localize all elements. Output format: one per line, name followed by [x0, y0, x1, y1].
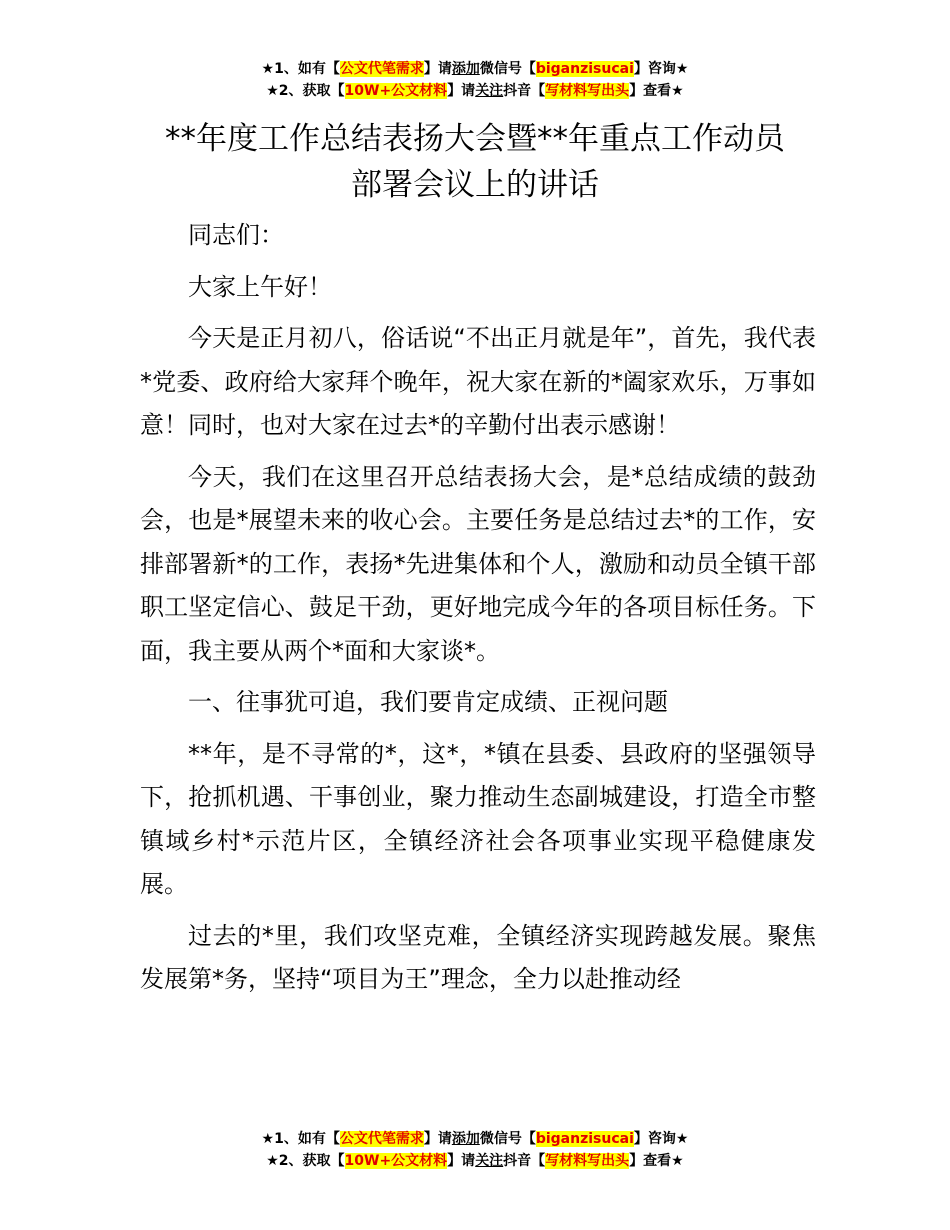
promo-text: 】查看★ — [629, 83, 684, 99]
promo-highlight: 写材料写出头 — [545, 1153, 630, 1169]
promo-banner-bottom — [0, 1128, 950, 1172]
promo-underlined: 添加 — [451, 1131, 480, 1147]
document-title — [100, 116, 850, 208]
promo-text: 】请 — [423, 61, 452, 77]
promo-text: ★1、如有【 — [261, 1131, 340, 1147]
promo-text: 微信号【 — [479, 61, 536, 77]
promo-highlight: 10W+公文材料 — [344, 1153, 448, 1169]
promo-text: 】请 — [423, 1131, 452, 1147]
promo-text: ★2、获取【 — [266, 83, 345, 99]
promo-line-2 — [0, 1150, 950, 1172]
paragraph: 过去的*里，我们攻坚克难，全镇经济实现跨越发展。聚焦发展第*务，坚持“项目为王”理念，全力以赴推动经 — [140, 921, 816, 993]
promo-highlight: 10W+公文材料 — [344, 83, 448, 99]
promo-line-1 — [0, 1128, 950, 1150]
promo-text: 】请 — [447, 1153, 476, 1169]
paragraph: **年，是不寻常的*，这*，*镇在县委、县政府的坚强领导下，抢抓机遇、干事创业，聚力推动生态副城建设，打造全市整镇域乡村*示范片区，全镇经济社会各项事业实现平稳健康发展。 — [140, 739, 816, 898]
title-line-1: **年度工作总结表扬大会暨**年重点工作动员 — [165, 121, 785, 157]
promo-text: 微信号【 — [479, 1131, 536, 1147]
promo-text: 】请 — [447, 83, 476, 99]
promo-line-1 — [0, 58, 950, 80]
promo-text: 】咨询★ — [633, 1131, 689, 1147]
promo-text: 抖音【 — [503, 1153, 546, 1169]
promo-highlight: biganzisucai — [535, 61, 634, 77]
promo-highlight: 公文代笔需求 — [339, 61, 424, 77]
promo-text: 抖音【 — [503, 83, 546, 99]
paragraph: 今天是正月初八，俗话说“不出正月就是年”，首先，我代表*党委、政府给大家拜个晚年，祝大家在新的*阖家欢乐，万事如意！同时，也对大家在过去*的辛勤付出表示感谢！ — [140, 324, 816, 439]
promo-underlined: 添加 — [451, 61, 480, 77]
promo-text: 】查看★ — [629, 1153, 684, 1169]
paragraph: 今天，我们在这里召开总结表扬大会，是*总结成绩的鼓劲会，也是*展望未来的收心会。主要任务是总结过去*的工作，安排部署新*的工作，表扬*先进集体和个人，激励和动员全镇干部职工坚定信心、鼓足干劲，更好地完成今年的各项目标任务。下面，我主要从两个*面和大家谈*。 — [140, 462, 816, 665]
paragraph-salutation: 同志们： — [188, 221, 284, 249]
promo-highlight: 公文代笔需求 — [339, 1131, 424, 1147]
promo-line-2 — [0, 80, 950, 102]
document-body — [140, 214, 816, 1010]
promo-text: ★1、如有【 — [261, 61, 340, 77]
promo-banner-top — [0, 58, 950, 102]
section-heading: 一、往事犹可追，我们要肯定成绩、正视问题 — [188, 688, 668, 716]
promo-underlined: 关注 — [475, 83, 504, 99]
promo-highlight: 写材料写出头 — [545, 83, 630, 99]
promo-text: 】咨询★ — [633, 61, 689, 77]
promo-highlight: biganzisucai — [535, 1131, 634, 1147]
paragraph-greeting: 大家上午好！ — [188, 272, 332, 301]
promo-underlined: 关注 — [475, 1153, 504, 1169]
title-line-2: 部署会议上的讲话 — [351, 167, 599, 203]
promo-text: ★2、获取【 — [266, 1153, 345, 1169]
